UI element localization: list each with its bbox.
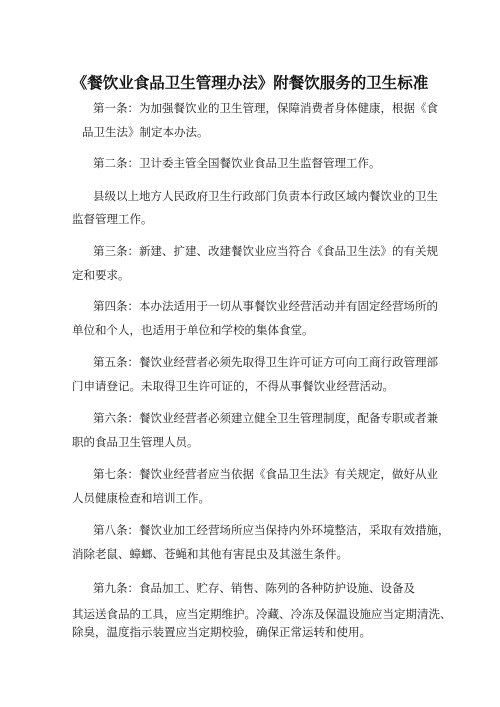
- article-2-para-2-line-2: 监督管理工作。: [72, 212, 153, 226]
- article-9-line-2: 其运送食品的工具，应当定期维护。冷藏、冷冻及保温设施应当定期清洗、: [72, 607, 452, 621]
- article-8-line-2: 消除老鼠、蟑螂、苍蝇和其他有害昆虫及其滋生条件。: [72, 547, 348, 561]
- article-2-para-2-line-1: 县级以上地方人民政府卫生行政部门负责本行政区域内餐饮业的卫生: [93, 189, 438, 203]
- article-1-line-2: 品卫生法》制定本办法。: [82, 125, 209, 139]
- article-4-line-2: 单位和个人，也适用于单位和学校的集体食堂。: [72, 323, 314, 337]
- article-7-line-1: 第七条：餐饮业经营者应当依据《食品卫生法》有关规定，做好从业: [93, 467, 438, 481]
- article-6-line-1: 第六条：餐饮业经营者必须建立健全卫生管理制度，配备专职或者兼: [93, 411, 438, 425]
- article-7-line-2: 人员健康检查和培训工作。: [72, 491, 210, 505]
- article-3-line-1: 第三条：新建、扩建、改建餐饮业应当符合《食品卫生法》的有关规: [93, 244, 438, 258]
- article-6-line-2: 职的食品卫生管理人员。: [72, 435, 199, 449]
- article-9-line-1: 第九条：食品加工、贮存、销售、陈列的各种防护设施、设备及: [93, 581, 415, 595]
- article-4-line-1: 第四条：本办法适用于一切从事餐饮业经营活动并有固定经营场所的: [93, 299, 438, 313]
- article-5-line-1: 第五条：餐饮业经营者必须先取得卫生许可证方可向工商行政管理部: [93, 355, 438, 369]
- article-1-line-1: 第一条：为加强餐饮业的卫生管理，保障消费者身体健康，根据《食: [93, 101, 438, 115]
- article-2-line-1: 第二条：卫计委主管全国餐饮业食品卫生监督管理工作。: [93, 156, 381, 170]
- article-3-line-2: 定和要求。: [72, 268, 130, 282]
- article-8-line-1: 第八条：餐饮业加工经营场所应当保持内外环境整洁，采取有效措施，: [93, 523, 450, 537]
- article-5-line-2: 门申请登记。未取得卫生许可证的，不得从事餐饮业经营活动。: [72, 379, 394, 393]
- article-9-line-3: 除臭，温度指示装置应当定期校验，确保正常运转和使用。: [72, 625, 371, 639]
- document-title: 《餐饮业食品卫生管理办法》附餐饮服务的卫生标准: [71, 74, 429, 92]
